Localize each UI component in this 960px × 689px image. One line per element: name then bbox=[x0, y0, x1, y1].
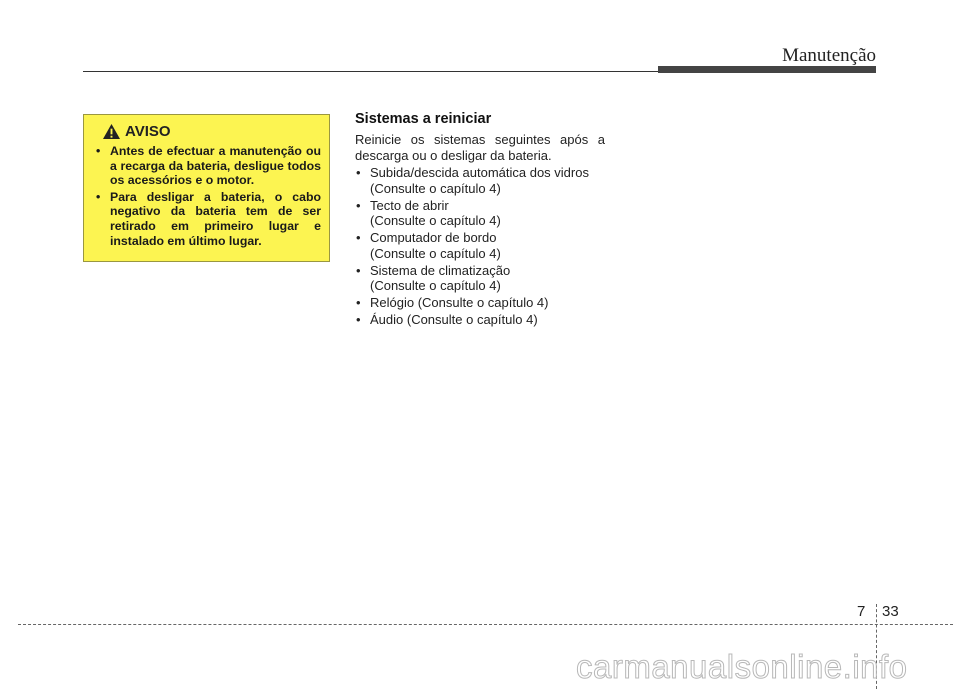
section-title: Sistemas a reiniciar bbox=[355, 111, 492, 127]
warning-item: • Para desligar a bateria, o cabo negativo da bateria tem de ser retirado em primeiro lugar e instalado em último lugar. bbox=[92, 190, 321, 248]
systems-list bbox=[355, 165, 605, 328]
warning-list bbox=[92, 144, 321, 248]
footer-rule bbox=[18, 624, 953, 625]
header-title: Manutenção bbox=[782, 45, 876, 66]
list-item bbox=[355, 312, 605, 328]
list-item-reference: (Consulte o capítulo 4) bbox=[370, 213, 501, 228]
reset-systems-section bbox=[355, 111, 605, 329]
section-intro: Reinicie os sistemas seguintes após a descarga ou o desligar da bateria. bbox=[355, 132, 605, 163]
list-item bbox=[355, 263, 605, 294]
list-item bbox=[355, 198, 605, 229]
list-item-label: Subida/descida automática dos vidros bbox=[370, 165, 589, 180]
watermark: carmanualsonline.info bbox=[576, 648, 908, 685]
list-item-label: Áudio (Consulte o capítulo 4) bbox=[370, 312, 538, 327]
list-item-label: Computador de bordo bbox=[370, 230, 497, 245]
list-item-reference: (Consulte o capítulo 4) bbox=[370, 245, 501, 261]
list-item-label: Relógio (Consulte o capítulo 4) bbox=[370, 295, 549, 310]
list-item-reference: (Consulte o capítulo 4) bbox=[370, 180, 501, 196]
warning-title: AVISO bbox=[125, 123, 171, 140]
header-rule-thin bbox=[83, 71, 663, 72]
warning-item: • Antes de efectuar a manutenção ou a recarga da bateria, desligue todos os acessórios e o motor. bbox=[92, 144, 321, 188]
warning-header bbox=[102, 123, 321, 140]
list-item-label: Tecto de abrir bbox=[370, 197, 449, 213]
list-item bbox=[355, 230, 605, 261]
list-item-label: Sistema de climatização bbox=[370, 262, 511, 278]
list-item bbox=[355, 165, 605, 196]
warning-box bbox=[83, 114, 330, 262]
page-number: 33 bbox=[882, 603, 899, 620]
list-item bbox=[355, 295, 605, 311]
list-item-reference: (Consulte o capítulo 4) bbox=[370, 278, 501, 293]
chapter-number: 7 bbox=[857, 603, 866, 620]
warning-triangle-icon bbox=[102, 123, 121, 140]
header-rule-thick bbox=[658, 66, 876, 73]
